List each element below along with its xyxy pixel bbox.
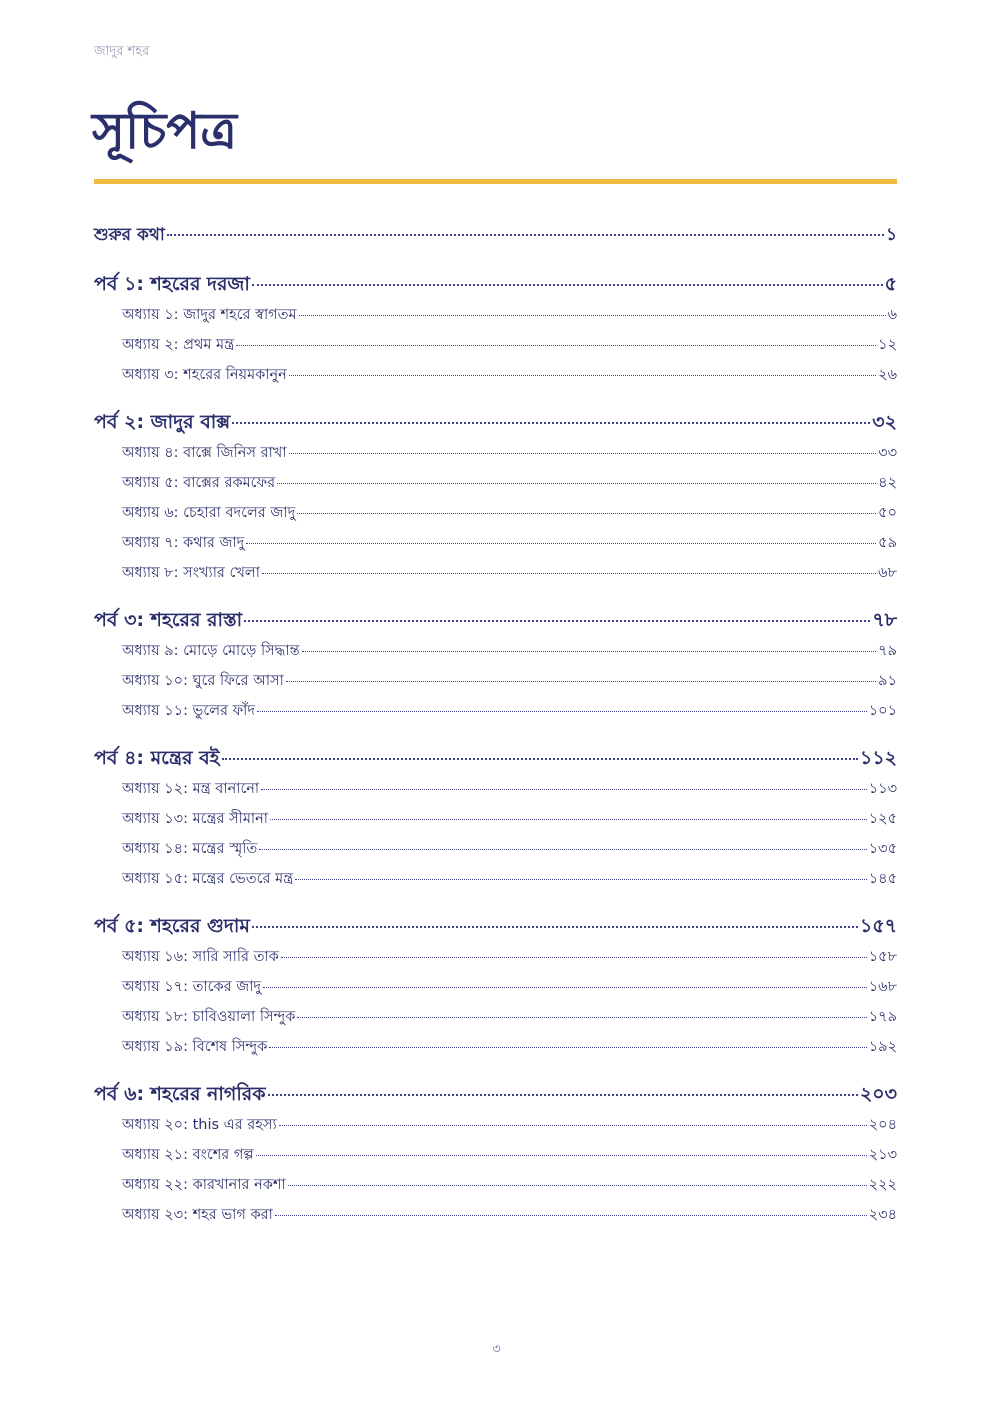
page-title: সূচিপত্র: [92, 102, 237, 160]
toc-chapter[interactable]: [94, 1006, 897, 1036]
toc-chapter[interactable]: [94, 838, 897, 868]
dot-leader: [244, 620, 870, 622]
toc-chapter[interactable]: [94, 364, 897, 394]
toc-chapter-label: অধ্যায় ৭: কথার জাদু: [122, 535, 245, 551]
toc-part[interactable]: [94, 270, 897, 300]
toc-chapter-page: ১১৩: [868, 781, 897, 797]
dot-leader: [277, 483, 876, 484]
toc-chapter[interactable]: [94, 442, 897, 472]
toc-chapter-page: ২৩৪: [868, 1207, 897, 1223]
toc-chapter[interactable]: [94, 640, 897, 670]
table-of-contents: [94, 222, 897, 1234]
toc-chapter-page: ৩৩: [878, 445, 897, 461]
dot-leader: [297, 1017, 866, 1018]
toc-part-label: পর্ব ২: জাদুর বাক্স: [94, 411, 231, 433]
toc-chapter-label: অধ্যায় ২: প্রথম মন্ত্র: [122, 337, 235, 353]
toc-chapter[interactable]: [94, 1036, 897, 1066]
toc-chapter-page: ২১৩: [868, 1147, 897, 1163]
dot-leader: [297, 513, 876, 514]
toc-part[interactable]: [94, 408, 897, 438]
toc-chapter-page: ১৯২: [868, 1039, 897, 1055]
toc-part[interactable]: [94, 1080, 897, 1110]
toc-chapter-page: ৭৯: [878, 643, 897, 659]
dot-leader: [257, 711, 867, 712]
dot-leader: [302, 651, 877, 652]
dot-leader: [167, 234, 884, 236]
page-number: ৩: [492, 1342, 501, 1357]
toc-chapter-label: অধ্যায় ৫: বাক্সের রকমফের: [122, 475, 276, 491]
toc-chapter[interactable]: [94, 334, 897, 364]
toc-chapter-page: ১৬৮: [868, 979, 897, 995]
toc-part[interactable]: [94, 912, 897, 942]
toc-chapter[interactable]: [94, 1174, 897, 1204]
toc-chapter-page: ১৪৫: [868, 871, 897, 887]
toc-chapter[interactable]: [94, 502, 897, 532]
toc-chapter-label: অধ্যায় ৩: শহরের নিয়মকানুন: [122, 367, 287, 383]
dot-leader: [261, 789, 867, 790]
toc-chapter[interactable]: [94, 472, 897, 502]
toc-part-label: পর্ব ৫: শহরের গুদাম: [94, 915, 250, 937]
toc-chapter-label: অধ্যায় ৮: সংখ্যার খেলা: [122, 565, 260, 581]
dot-leader: [270, 819, 867, 820]
toc-chapter-label: অধ্যায় ২০: this এর রহস্য: [122, 1117, 277, 1133]
toc-chapter[interactable]: [94, 670, 897, 700]
toc-part-page: ১৫৭: [859, 915, 897, 937]
toc-chapter-page: ২৬: [878, 367, 897, 383]
toc-chapter[interactable]: [94, 562, 897, 592]
toc-chapter[interactable]: [94, 868, 897, 898]
toc-chapter[interactable]: [94, 778, 897, 808]
toc-chapter-page: ৬: [887, 307, 897, 323]
toc-chapter[interactable]: [94, 1204, 897, 1234]
toc-chapter-page: ১৫৮: [868, 949, 897, 965]
dot-leader: [289, 375, 876, 376]
toc-chapter-page: ৬৮: [878, 565, 897, 581]
toc-chapter-label: অধ্যায় ২৩: শহর ভাগ করা: [122, 1207, 273, 1223]
toc-chapter-page: ২০৪: [868, 1117, 897, 1133]
toc-chapter-label: অধ্যায় ৪: বাক্সে জিনিস রাখা: [122, 445, 287, 461]
toc-chapter[interactable]: [94, 946, 897, 976]
dot-leader: [252, 926, 858, 928]
toc-part-label: পর্ব ১: শহরের দরজা: [94, 273, 250, 295]
dot-leader: [281, 957, 867, 958]
dot-leader: [299, 315, 886, 316]
toc-chapter-page: ৫৯: [878, 535, 897, 551]
toc-chapter-label: অধ্যায় ১৭: তাকের জাদু: [122, 979, 262, 995]
toc-chapter-page: ৫০: [878, 505, 897, 521]
toc-chapter-label: অধ্যায় ১২: মন্ত্র বানানো: [122, 781, 260, 797]
toc-chapter-label: অধ্যায় ১৩: মন্ত্রের সীমানা: [122, 811, 268, 827]
dot-leader: [246, 543, 876, 544]
toc-chapter-page: ৯১: [878, 673, 897, 689]
toc-chapter-page: ১৩৫: [868, 841, 897, 857]
toc-chapter-label: অধ্যায় ১৮: চাবিওয়ালা সিন্দুক: [122, 1009, 296, 1025]
toc-chapter-label: অধ্যায় ১০: ঘুরে ফিরে আসা: [122, 673, 284, 689]
toc-chapter-page: ২২২: [868, 1177, 897, 1193]
toc-entry-page: ১: [885, 225, 897, 245]
dot-leader: [263, 987, 867, 988]
toc-chapter-label: অধ্যায় ১১: ভুলের ফাঁদ: [122, 703, 255, 719]
dot-leader: [259, 849, 866, 850]
toc-part-label: পর্ব ৪: মন্ত্রের বই: [94, 747, 220, 769]
dot-leader: [232, 422, 870, 424]
toc-part-page: ৩২: [872, 411, 897, 433]
dot-leader: [256, 1155, 867, 1156]
toc-chapter[interactable]: [94, 304, 897, 334]
dot-leader: [236, 345, 876, 346]
dot-leader: [262, 573, 876, 574]
toc-chapter[interactable]: [94, 700, 897, 730]
dot-leader: [268, 1094, 858, 1096]
dot-leader: [286, 681, 876, 682]
toc-chapter-label: অধ্যায় ১৯: বিশেষ সিন্দুক: [122, 1039, 268, 1055]
toc-chapter-label: অধ্যায় ১৫: মন্ত্রের ভেতরে মন্ত্র: [122, 871, 294, 887]
toc-chapter-label: অধ্যায় ১: জাদুর শহরে স্বাগতম: [122, 307, 297, 323]
toc-part[interactable]: [94, 744, 897, 774]
toc-entry-label: শুরুর কথা: [94, 225, 165, 245]
title-divider: [94, 179, 897, 184]
toc-chapter-page: ১২: [878, 337, 897, 353]
toc-part-page: ৭৮: [872, 609, 897, 631]
toc-chapter[interactable]: [94, 1114, 897, 1144]
toc-chapter-page: ৪২: [878, 475, 897, 491]
toc-chapter-label: অধ্যায় ২১: বংশের গল্প: [122, 1147, 254, 1163]
dot-leader: [222, 758, 858, 760]
toc-chapter-page: ১০১: [868, 703, 897, 719]
dot-leader: [288, 1185, 867, 1186]
toc-chapter-label: অধ্যায় ১৬: সারি সারি তাক: [122, 949, 279, 965]
toc-chapter-page: ১২৫: [868, 811, 897, 827]
toc-chapter-label: অধ্যায় ২২: কারখানার নকশা: [122, 1177, 286, 1193]
running-header: জাদুর শহর: [94, 44, 150, 59]
toc-chapter[interactable]: [94, 1144, 897, 1174]
toc-part-page: ৫: [884, 273, 897, 295]
toc-chapter-label: অধ্যায় ১৪: মন্ত্রের স্মৃতি: [122, 841, 258, 857]
toc-chapter[interactable]: [94, 532, 897, 562]
dot-leader: [252, 284, 883, 286]
dot-leader: [279, 1125, 867, 1126]
toc-chapter[interactable]: [94, 808, 897, 838]
toc-entry-intro[interactable]: [94, 222, 897, 252]
dot-leader: [269, 1047, 866, 1048]
toc-part[interactable]: [94, 606, 897, 636]
toc-chapter-page: ১৭৯: [868, 1009, 897, 1025]
dot-leader: [295, 879, 867, 880]
toc-part-label: পর্ব ৩: শহরের রাস্তা: [94, 609, 243, 631]
toc-part-page: ১১২: [859, 747, 897, 769]
toc-part-label: পর্ব ৬: শহরের নাগরিক: [94, 1083, 266, 1105]
dot-leader: [275, 1215, 867, 1216]
toc-part-page: ২০৩: [859, 1083, 897, 1105]
toc-chapter-label: অধ্যায় ৯: মোড়ে মোড়ে সিদ্ধান্ত: [122, 643, 300, 659]
toc-chapter-label: অধ্যায় ৬: চেহারা বদলের জাদু: [122, 505, 296, 521]
toc-chapter[interactable]: [94, 976, 897, 1006]
dot-leader: [289, 453, 877, 454]
